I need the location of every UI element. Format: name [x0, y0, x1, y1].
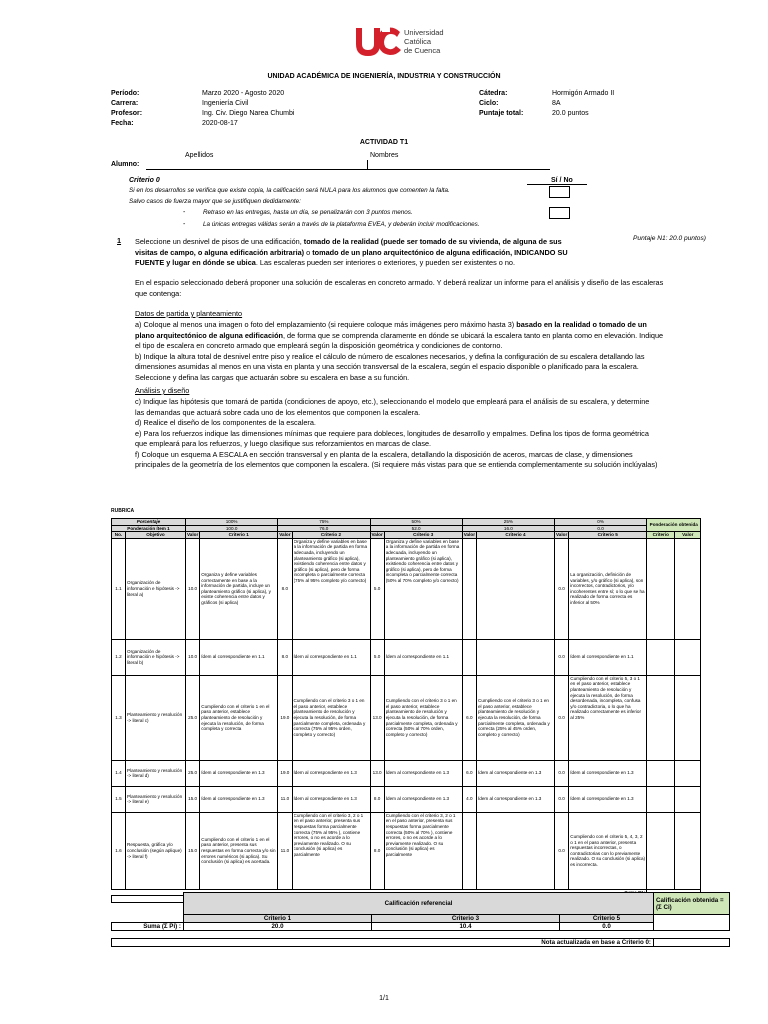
- row-criterio-3: Ídem al correspondiente en 1.3: [384, 760, 462, 786]
- row-criterio-1: Cumpliendo con el criterio 1 en el paso anterior, establece planteamiento de resolución y ejecuta la resolución, de forma completa y correcta: [200, 675, 278, 760]
- row-no: 1.6: [112, 812, 126, 889]
- header-values-right: Hormigón Armado II 8A 20.0 puntos: [552, 90, 615, 117]
- calc-criterio-3: Criterio 3: [372, 915, 560, 923]
- calificacion-referencial: Calificación referencial: [184, 893, 654, 915]
- row-objetivo: Planteamiento y resolución -> literal c): [126, 675, 186, 760]
- row-valor: 25.0: [186, 760, 200, 786]
- activity-title: ACTIVIDAD T1: [359, 139, 409, 146]
- row-objetivo: Organización de información e hipótesis -> literal a): [126, 538, 186, 639]
- row-obtenido-valor[interactable]: [675, 538, 701, 639]
- section-intro: Seleccione un desnivel de pisos de una edificación, tomado de la realidad (puede ser tomado de su vivienda, de alguna de sus visitas de campo, o alguna edificación arbitraria) o tomado de un plano arquitectónico de alguna edificación, INDICANDO SU FUENTE y lugar en dónde se ubica. Las escaleras pueden ser interiores o exteriores, y pueden ser existentes o no.: [135, 237, 568, 267]
- col-valor: Valor: [463, 532, 475, 538]
- weight-2: 76.0: [278, 525, 370, 532]
- pct-2: 75%: [278, 519, 370, 526]
- row-criterio-3: Organiza y define variables en base a la información de partida en forma adecuada, incluyendo un planteamiento gráfico (si aplica), existiendo coherencia entre datos y gráfico (si aplica), pero de forma incompleta o parcialmente correcta (50% al 70% completo y/o correcto): [384, 538, 462, 639]
- row-objetivo: Organización de información e hipótesis -> literal b): [126, 639, 186, 675]
- row-valor-4: 6.0: [462, 760, 476, 786]
- row-valor-3: 13.0: [370, 675, 384, 760]
- yes-no-underline: [527, 184, 587, 185]
- row-no: 1.4: [112, 760, 126, 786]
- alumno-underline: [146, 169, 550, 170]
- nota-label: Nota actualizada en base a Criterio 0:: [112, 939, 654, 947]
- nombres-label: Nombres: [370, 152, 399, 159]
- table-row: [112, 538, 701, 639]
- row-valor-5: 0.0: [555, 786, 569, 812]
- row-valor-2: 19.0: [278, 675, 292, 760]
- row-valor-3: 13.0: [370, 760, 384, 786]
- row-criterio-1: Ídem al correspondiente en 1.3: [200, 760, 278, 786]
- row-obtenido-valor[interactable]: [675, 675, 701, 760]
- table-row: [112, 786, 701, 812]
- weight-1: 100.0: [186, 525, 278, 532]
- row-valor: 25.0: [186, 675, 200, 760]
- row-valor-4: [462, 538, 476, 639]
- row-valor-5: 0.0: [555, 760, 569, 786]
- row-valor-2: 11.0: [278, 812, 292, 889]
- row-obtenido-criterio[interactable]: [647, 639, 675, 675]
- alumno-separator: [367, 160, 368, 170]
- row-criterio-3: Cumpliendo con el criterio 3, 2 o 1 en el paso anterior, presenta sus respuestas forma parcialmente correcta (50% al 70% ), contiene errores, o no es acorde a lo previamente realizado. O su conclusión (si aplica) es parcialmente: [384, 812, 462, 889]
- col-valor: Valor: [556, 532, 568, 538]
- weight-4: 16.0: [462, 525, 554, 532]
- row-criterio-1: Cumpliendo con el criterio 1 en el paso anterior, presenta sus respuestas en forma correcta y/o sin errores numéricos (si aplica). Su conclusión (si aplica) es acertada.: [200, 812, 278, 889]
- row-criterio-3: Cumpliendo con el criterio 3 o 1 en el paso anterior, establece planteamiento de resolución y ejecuta la resolución, de forma parcialmente completa, ordenada y correcta (50% al 70% orden, completo y correcto): [384, 675, 462, 760]
- row-criterio-1: Ídem al correspondiente en 1.1: [200, 639, 278, 675]
- row-criterio-1: Organiza y define variables correctamente en base a la información de partida, incluye un planteamiento gráfico (si aplica), y existe coherencia entre datos y gráficos (si aplica): [200, 538, 278, 639]
- row-valor-3: 5.0: [370, 538, 384, 639]
- row-obtenido-valor[interactable]: [675, 786, 701, 812]
- datos-heading: Datos de partida y planteamiento: [135, 309, 243, 318]
- row-obtenido-criterio[interactable]: [647, 812, 675, 889]
- row-obtenido-valor[interactable]: [675, 760, 701, 786]
- row-valor-3: 5.0: [370, 639, 384, 675]
- row-valor-5: 0.0: [555, 812, 569, 889]
- row-no: 1.2: [112, 639, 126, 675]
- row-obtenido-valor[interactable]: [675, 639, 701, 675]
- row-criterio-2: Ídem al correspondiente en 1.3: [292, 760, 370, 786]
- row-no: 1.1: [112, 538, 126, 639]
- calc-value-3: 10.4: [372, 923, 560, 931]
- row-criterio-4: Ídem al correspondiente en 1.3: [477, 786, 555, 812]
- porcentaje-label: Porcentaje: [112, 519, 186, 526]
- analisis-heading: Análisis y diseño: [135, 386, 190, 395]
- col-criterio-3: Criterio 3: [384, 532, 462, 539]
- criterio0-item2: La únicas entregas válidas serán a través de la plataforma EVEA, y deberán incluir modificaciones.: [203, 221, 480, 228]
- row-criterio-4: Ídem al correspondiente en 1.3: [477, 760, 555, 786]
- row-criterio-2: Ídem al correspondiente en 1.1: [292, 639, 370, 675]
- table-row: [112, 639, 701, 675]
- row-valor-5: 0.0: [555, 675, 569, 760]
- calc-criterio-1: Criterio 1: [184, 915, 372, 923]
- row-criterio-4: [477, 639, 555, 675]
- col-valor: Valor: [279, 532, 291, 538]
- pond-obtenida: Ponderación obtenida: [647, 519, 701, 532]
- row-valor-4: 4.0: [462, 786, 476, 812]
- col-criterio-2: Criterio 2: [292, 532, 370, 539]
- table-row: [112, 812, 701, 889]
- calificacion-obtenida: Calificación obtenida = (Σ Ci): [654, 893, 730, 915]
- ponderacion-label: Ponderación ítem 1: [112, 525, 186, 532]
- calificacion-obtenida-value[interactable]: [654, 915, 730, 931]
- row-criterio-5: Ídem al correspondiente en 1.3: [569, 760, 647, 786]
- copy-checkbox[interactable]: [549, 186, 570, 198]
- suma-pi-label: Suma (Σ Pi) :: [112, 923, 184, 931]
- university-name: Universidad Católica de Cuenca: [404, 28, 444, 55]
- row-valor: 10.0: [186, 538, 200, 639]
- row-valor-2: 19.0: [278, 760, 292, 786]
- calificacion-table: [111, 892, 730, 947]
- row-obtenido-criterio[interactable]: [647, 538, 675, 639]
- rubric-table: [111, 518, 701, 903]
- calc-criterio-5: Criterio 5: [560, 915, 654, 923]
- row-criterio-5: La organización, definición de variables, y/o gráfico (si aplica), son incorrectos, contradictorios, y/o incoherentes entre sí; o lo que se ha realizado de forma correcta es inferior al 50%: [569, 538, 647, 639]
- row-criterio-5: Cumpliendo con el criterio 5, 3 o 1 en el paso anterior, establece planteamiento de resolución y ejecuta la resolución, de forma desordenada, incompleta, confusa y/o contradictoria, o lo que ha realizado correctamente es inferior al 25%: [569, 675, 647, 760]
- row-valor-4: 6.0: [462, 675, 476, 760]
- row-valor-5: 0.0: [555, 639, 569, 675]
- criterio0-item1: Retraso en las entregas, hasta un día, se penalizarán con 3 puntos menos.: [203, 209, 413, 216]
- criterio0-line2: Salvo casos de fuerza mayor que se justifiquen dedidamente:: [129, 198, 301, 205]
- row-criterio-2: Cumpliendo con el criterio 3, 2 o 1 en el paso anterior, presenta sus respuestas forma parcialmente correcta (75% al 95% ), contiene errores, o no es acorde a lo previamente realizado. O su conclusión (si aplica) es parcialmente: [292, 812, 370, 889]
- yes-no-label: Sí / No: [551, 177, 573, 184]
- apellidos-label: Apellidos: [185, 152, 214, 159]
- analisis-items: c) Indique las hipótesis que tomará de partida (condiciones de apoyo, etc.), seleccionando el modelo que empleará para el análisis de su escalera, y determine las demandas que actuará sobre cada uno de los elementos que componen la escalera. d) Realice el diseño de los componentes de la escalera. e) Para los refuerzos indique las dimensiones mínimas que requiere para dobleces, longitudes de desarrollo y empalmes. Defina los tipos de forma geométrica que empleará para los refuerzos, y luego clasifique sus reforzamientos en marcas de clase. f) Coloque un esquema A ESCALA en sección transversal y en planta de la escalera, detallando la disposición de aceros, marcas de clase, y dimensiones principales de la geometría de los elementos que componen la escalera. (Si requiere más vistas para que se entienda complementamente su solución inclúyalas): [135, 397, 658, 469]
- row-no: 1.5: [112, 786, 126, 812]
- row-criterio-5: Ídem al correspondiente en 1.1: [569, 639, 647, 675]
- calc-value-1: 20.0: [184, 923, 372, 931]
- table-row: [112, 675, 701, 760]
- datos-items: a) Coloque al menos una imagen o foto del emplazamiento (si requiere coloque más imágenes pero máximo hasta 3) basado en la realidad o tomado de un plano arquitectónico de alguna edificación, de forma que se comprenda claramente en dónde se ubicará la escalera tanto en planta como en elevación. Indique el tipo de escalera en concreto armado que empleará según la disposición geométrica y condiciones de contorno. b) Indique la altura total de desnivel entre piso y realice el cálculo de número de escalones necesarios, y defina la configuración de su escalera detallando las dimensiones asumidas al menos en una vista en planta y una sección transversal de la escalera, según el espacio disponible o planificado para la escalera. Seleccione y defina las cargas que actuarán sobre su escalera en base a su función.: [135, 320, 664, 382]
- header-labels-left: Período: Carrera: Profesor: Fecha:: [111, 90, 143, 127]
- col-criterio-1: Criterio 1: [200, 532, 278, 539]
- col-valor-obtenido: Valor: [675, 532, 701, 539]
- row-criterio-2: Organiza y define variables en base a la información de partida en forma adecuada, incluyendo un planteamiento gráfico (si aplica), existiendo coherencia entre datos y gráfico (si aplica), pero de forma incompleta o parcialmente correcta (75% al 95% completo y/o correcto): [292, 538, 370, 639]
- section-number: 1: [117, 236, 122, 245]
- header-values-left: Marzo 2020 - Agosto 2020 Ingeniería Civil Ing. Civ. Diego Narea Chumbi 2020-08-17: [202, 90, 295, 127]
- col-valor: Valor: [371, 532, 383, 538]
- calc-value-5: 0.0: [560, 923, 654, 931]
- bullet: -: [183, 221, 186, 228]
- rubric-label: RUBRICA: [111, 508, 135, 514]
- row-valor-3: 8.0: [370, 812, 384, 889]
- row-criterio-2: Cumpliendo con el criterio 3 o 1 en el paso anterior, establece planteamiento de resolución y ejecuta la resolución, de forma parcialmente completa, ordenada y correcta (75% al 95% orden, completo y correcto): [292, 675, 370, 760]
- row-valor-4: [462, 639, 476, 675]
- header-labels-right: Cátedra: Ciclo: Puntaje total:: [479, 90, 524, 117]
- col-criterio-5: Criterio 5: [569, 532, 647, 539]
- row-criterio-3: Ídem al correspondiente en 1.1: [384, 639, 462, 675]
- row-valor: 15.0: [186, 812, 200, 889]
- row-criterio-5: Cumpliendo con el criterio 5, 4, 3, 2 o 1 en el paso anterior, presenta respuestas incorrectas, o contradictorias con lo previamente realizado. O su conclusión (si aplica) es incorrecta.: [569, 812, 647, 889]
- row-criterio-4: [477, 812, 555, 889]
- col-no: No.: [112, 532, 126, 539]
- row-objetivo: Planteamiento y resolución -> literal e): [126, 786, 186, 812]
- row-valor: 10.0: [186, 639, 200, 675]
- pct-4: 25%: [462, 519, 554, 526]
- weight-5: 0.0: [555, 525, 647, 532]
- unit-title: UNIDAD ACADÉMICA DE INGENIERÍA, INDUSTRIA Y CONSTRUCCIÓN: [267, 73, 501, 80]
- row-obtenido-criterio[interactable]: [647, 675, 675, 760]
- col-criterio: Criterio: [647, 532, 675, 539]
- row-no: 1.3: [112, 675, 126, 760]
- row-criterio-4: Cumpliendo con el criterio 3 o 1 en el paso anterior, establece planteamiento de resolución y ejecuta la resolución, de forma parcialmente completa, ordenada y correcta (25% al 45% orden, completo y correcto): [477, 675, 555, 760]
- row-valor-2: 8.0: [278, 639, 292, 675]
- page-number: 1/1: [379, 995, 389, 1002]
- row-obtenido-criterio[interactable]: [647, 760, 675, 786]
- pct-5: 0%: [555, 519, 647, 526]
- row-obtenido-valor[interactable]: [675, 812, 701, 889]
- row-criterio-5: Ídem al correspondiente en 1.3: [569, 786, 647, 812]
- col-criterio-4: Criterio 4: [477, 532, 555, 539]
- col-valor: Valor: [187, 532, 199, 538]
- delay-checkbox[interactable]: [549, 207, 570, 219]
- weight-3: 52.0: [370, 525, 462, 532]
- pct-1: 100%: [186, 519, 278, 526]
- row-valor-4: [462, 812, 476, 889]
- row-criterio-1: Ídem al correspondiente en 1.3: [200, 786, 278, 812]
- row-obtenido-criterio[interactable]: [647, 786, 675, 812]
- col-objetivo: Objetivo: [126, 532, 186, 539]
- row-valor-2: 8.0: [278, 538, 292, 639]
- section-points: Puntaje N1: 20.0 puntos): [633, 235, 706, 242]
- criterio0-title: Criterio 0: [129, 177, 160, 184]
- table-row: [112, 760, 701, 786]
- nota-value[interactable]: [654, 939, 730, 947]
- bullet: -: [183, 209, 186, 216]
- row-criterio-2: Ídem al correspondiente en 1.3: [292, 786, 370, 812]
- row-criterio-3: Ídem al correspondiente en 1.3: [384, 786, 462, 812]
- row-objetivo: Planteamiento y resolución -> literal d): [126, 760, 186, 786]
- row-valor: 15.0: [186, 786, 200, 812]
- row-objetivo: Respuesta, gráfica y/o conclusión (según aplique) -> literal f): [126, 812, 186, 889]
- row-valor-2: 11.0: [278, 786, 292, 812]
- alumno-label: Alumno:: [111, 161, 140, 168]
- row-criterio-4: [477, 538, 555, 639]
- criterio0-line1: Si en los desarrollos se verifica que existe copia, la calificación será NULA para los alumnos que comenten la falta.: [129, 187, 450, 194]
- row-valor-3: 8.0: [370, 786, 384, 812]
- section-requirements: En el espacio seleccionado deberá proponer una solución de escaleras en concreto armado. Y deberá realizar un informe para el análisis y diseño de las escaleras que contenga:: [135, 278, 664, 298]
- pct-3: 50%: [370, 519, 462, 526]
- row-valor-5: 0.0: [555, 538, 569, 639]
